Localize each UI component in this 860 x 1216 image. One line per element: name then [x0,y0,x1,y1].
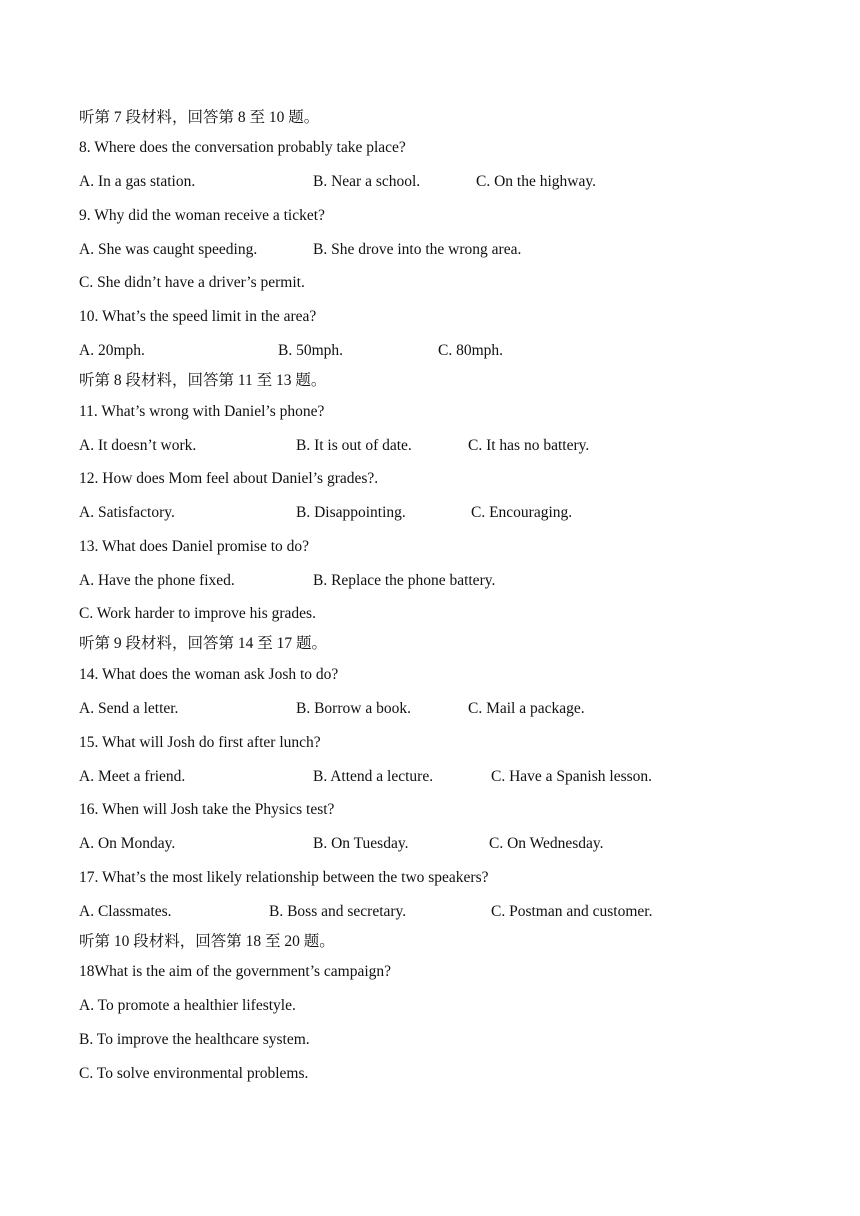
section-heading: 听第 9 段材料，回答第 14 至 17 题。 [79,635,328,652]
question-stem: 12. How does Mom feel about Daniel’s grades?. [79,470,379,487]
question-stem: 15. What will Josh do first after lunch? [79,734,321,751]
option-b: B. Replace the phone battery. [313,572,496,589]
question-stem: 17. What’s the most likely relationship between the two speakers? [79,869,489,886]
option-b: B. It is out of date. [296,437,412,454]
question-stem: 8. Where does the conversation probably take place? [79,139,406,156]
option-c: C. Have a Spanish lesson. [491,768,653,785]
section-heading: 听第 7 段材料，回答第 8 至 10 题。 [79,109,320,126]
option-c: C. 80mph. [438,342,504,359]
option-a: A. In a gas station. [79,173,196,190]
option-c: C. Postman and customer. [491,903,653,920]
option-a: A. Meet a friend. [79,768,186,785]
question-stem: 9. Why did the woman receive a ticket? [79,207,325,224]
option-a: A. Have the phone fixed. [79,572,235,589]
option-c: C. Encouraging. [471,504,573,521]
option-b: B. Attend a lecture. [313,768,434,785]
section-heading: 听第 10 段材料，回答第 18 至 20 题。 [79,933,335,950]
question-stem: 16. When will Josh take the Physics test? [79,801,335,818]
option-c: C. Work harder to improve his grades. [79,605,316,622]
option-c: C. To solve environmental problems. [79,1065,309,1082]
option-a: A. 20mph. [79,342,145,359]
option-c: C. It has no battery. [468,437,590,454]
section-heading: 听第 8 段材料，回答第 11 至 13 题。 [79,372,327,389]
question-stem: 13. What does Daniel promise to do? [79,538,310,555]
option-a: A. On Monday. [79,835,176,852]
option-b: B. 50mph. [278,342,344,359]
option-b: B. To improve the healthcare system. [79,1031,310,1048]
option-a: A. Satisfactory. [79,504,175,521]
option-b: B. Boss and secretary. [269,903,407,920]
option-b: B. She drove into the wrong area. [313,241,522,258]
option-a: A. Classmates. [79,903,172,920]
option-b: B. Borrow a book. [296,700,411,717]
question-stem: 11. What’s wrong with Daniel’s phone? [79,403,325,420]
option-a: A. She was caught speeding. [79,241,258,258]
option-a: A. It doesn’t work. [79,437,197,454]
option-b: B. Disappointing. [296,504,406,521]
question-stem: 18What is the aim of the government’s campaign? [79,963,392,980]
option-a: A. To promote a healthier lifestyle. [79,997,296,1014]
option-c: C. On Wednesday. [489,835,604,852]
option-b: B. On Tuesday. [313,835,409,852]
option-c: C. Mail a package. [468,700,585,717]
question-stem: 10. What’s the speed limit in the area? [79,308,317,325]
option-a: A. Send a letter. [79,700,179,717]
option-b: B. Near a school. [313,173,421,190]
option-c: C. On the highway. [476,173,596,190]
option-c: C. She didn’t have a driver’s permit. [79,274,305,291]
question-stem: 14. What does the woman ask Josh to do? [79,666,339,683]
